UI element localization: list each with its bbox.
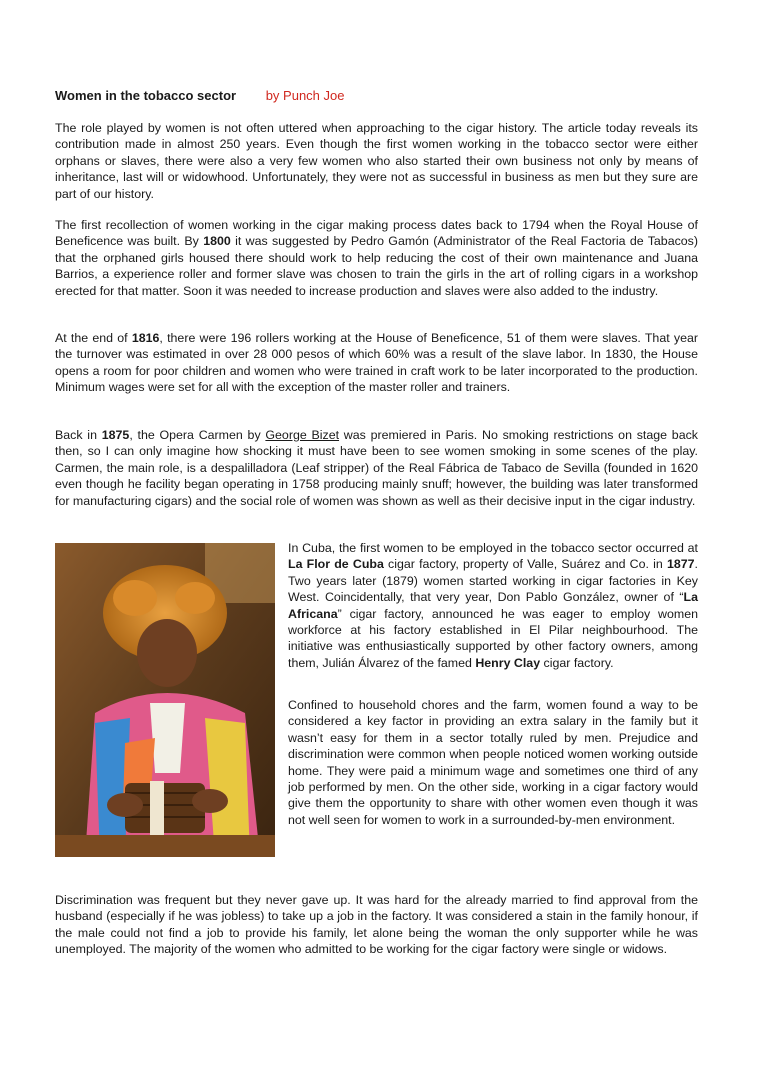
paragraph-1816: At the end of 1816, there were 196 rollers working at the House of Beneficence, 51 of them were slaves. That year the turnover was estimated in over 28 000 pesos of which 60% was a result of the slave labor. In 1830, the House opens a room for poor children and women who were trained in craft work to be later incorporated to the production. Minimum wages were set for all with the exception of the master roller and trainers.: [55, 331, 698, 395]
article-header: [55, 87, 344, 104]
cigar-roller-photo: [55, 543, 275, 857]
paragraph-intro: The role played by women is not often uttered when approaching to the cigar history. The article today reveals its contribution made in almost 250 years. Even though the first women working in the tobacco sector were either orphans or slaves, there were also a very few women who also started their own business not only by means of inheritance, last will or widowhood. Unfortunately, they were not as successful in business as men but they sure are part of our history.: [55, 121, 698, 201]
paragraph-discrimination: Discrimination was frequent but they never gave up. It was hard for the already married to find approval from the husband (especially if he was jobless) to take up a job in the factory. It was considered a stain in the family honour, if the male could not find a job to provide his family, let alone being the woman the only supporter while he was unemployed. The majority of the women who admitted to be working for the cigar factory were single or widows.: [55, 893, 698, 957]
paragraph-household-chores: Confined to household chores and the farm, women found a way to be considered a key factor in providing an extra salary in the family but it wasn’t easy for them in a sector totally ruled by men. Prejudice and discrimination were common when people noticed women working outside home. They were paid a minimum wage and sometimes one third of any job performed by men. On the other side, working in a cigar factory would give them the opportunity to share with other women even though it was not well seen for women to work in a surrounded-by-men environment.: [288, 698, 698, 827]
george-bizet-link[interactable]: George Bizet: [265, 428, 340, 442]
paragraph-first-recollection: The first recollection of women working in the cigar making process dates back to 1794 when the Royal House of Beneficence was built. By 1800 it was suggested by Pedro Gamón (Administrator of the Real Factoria de Tabacos) that the orphaned girls housed there should work to help reducing the cost of their own maintenance and Juana Barrios, a experience roller and former slave was chosen to train the girls in the art of rolling cigars in a workshop erected for that matter. Soon it was needed to increase production and slaves were also added to the industry.: [55, 218, 698, 298]
paragraph-cuba: In Cuba, the first women to be employed in the tobacco sector occurred at La Flor de Cuba cigar factory, property of Valle, Suárez and Co. in 1877. Two years later (1879) women started working in cigar factories in Key West. Coincidentally, that very year, Don Pablo González, owner of “La Africana” cigar factory, announced he was eager to employ women workforce at his factory established in El Pilar neighbourhood. The initiative was enthusiastically supported by other factory owners, among them, Julián Álvarez of the famed Henry Clay cigar factory.: [288, 541, 698, 670]
article-author: by Punch Joe: [265, 88, 345, 103]
paragraph-carmen-opera: Back in 1875, the Opera Carmen by George Bizet was premiered in Paris. No smoking restrictions on stage back then, so I can only imagine how shocking it must have been to see women smoking in some scenes of the play. Carmen, the main role, is a despalilladora (Leaf stripper) of the Real Fábrica de Tabaco de Sevilla (founded in 1620 even though he facility began operating in 1758 producing mainly snuff; however, the building was later transformed for manufacturing cigars) and the social role of women was shown as well as their decisive input in the cigar industry.: [55, 428, 698, 508]
article-title: Women in the tobacco sector: [55, 88, 237, 103]
